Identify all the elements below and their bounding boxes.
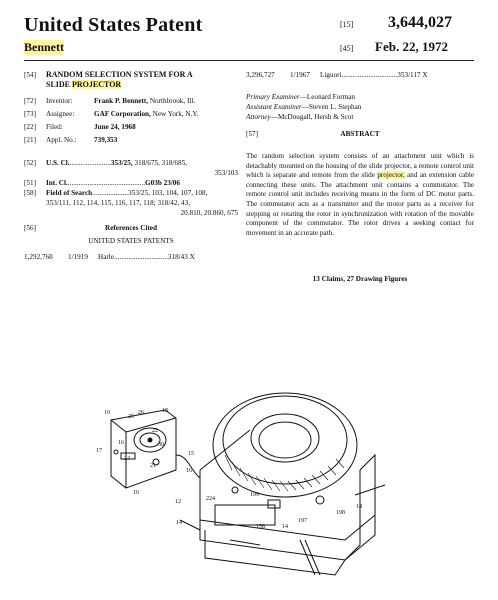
fig-label-6: 22 <box>152 428 158 434</box>
primary-examiner-label: Primary Examiner <box>246 93 300 101</box>
search-code: [58] <box>24 189 36 197</box>
ref2-number: 3,296,727 <box>246 71 275 79</box>
figure-labels <box>96 408 362 530</box>
patent-date: Feb. 22, 1972 <box>375 39 448 54</box>
assistant-examiner-label: Assistant Examiner <box>246 103 302 111</box>
assignee-value-bold: GAF Corporation, <box>94 110 151 118</box>
assignee-label: Assignee: <box>46 110 75 118</box>
ref2-date: 1/1967 <box>290 71 310 79</box>
appl-code: [21] <box>24 136 36 144</box>
fig-label-12: 16 <box>186 468 192 474</box>
refs-title: References Cited <box>105 224 157 232</box>
filed-label: Filed: <box>46 123 63 131</box>
assistant-examiner-value: —Steven L. Stephan <box>301 103 362 111</box>
fig-label-16: 199 <box>250 492 259 498</box>
ref2-name: Liguori <box>320 71 342 79</box>
uscl-value-bold: 353/25, <box>110 159 133 167</box>
uscl-label: U.S. Cl. <box>46 159 70 167</box>
assignee-code: [73] <box>24 110 36 118</box>
fig-label-17: 198 <box>336 510 345 516</box>
abstract-part1: The random selection system consists of an attachment unit which is detachably mounted on the housing of the slide projector, a remote control unit which is separate and remote from the slide <box>246 152 474 180</box>
appl-value: 739,353 <box>94 136 118 144</box>
inventor-surname: Bennett <box>24 40 64 54</box>
abstract-code: [57] <box>246 130 258 138</box>
abstract-title: ABSTRACT <box>340 130 380 138</box>
fig-label-1: 10 <box>104 410 110 416</box>
abstract-part2: and an extension cable connecting these units. The attachment unit contains a commutator. The remote control unit includes receiving means in the form of DC motor parts. The commutator acts as a transmitter and the motor parts as a receiver for stepping or rotating the rotor in synchronization with rotation of the movable component of the commutator. The rotor drives a seeking contact for movement in an accurate path. <box>246 171 475 237</box>
abstract-highlight: projector, <box>377 171 405 180</box>
fig-label-9: 30 <box>158 442 164 448</box>
attorney-label: Attorney <box>246 113 271 121</box>
fig-label-2: 25 <box>128 414 134 420</box>
title-code: [54] <box>24 71 36 79</box>
ref1-class: 318/43 X <box>167 253 195 261</box>
filed-value: June 24, 1968 <box>94 123 136 131</box>
fig-label-22: 14 <box>176 520 182 526</box>
ref2-dots: ............................... <box>341 71 398 79</box>
refs-code: [56] <box>24 224 36 232</box>
ref1-name: Harle <box>98 253 114 261</box>
uscl-code: [52] <box>24 159 36 167</box>
attorney-value: —McDougall, Hersh & Scot <box>270 113 354 121</box>
claims-line: 13 Claims, 27 Drawing Figures <box>312 275 408 283</box>
fig-label-5: 16 <box>118 440 124 446</box>
remote-control-unit <box>111 410 200 488</box>
search-label: Field of Search <box>46 189 93 197</box>
code-45: [45] <box>340 44 354 53</box>
search-line3: 20.810, 20.860, 675 <box>180 209 238 217</box>
intcl-dots: ........................................... <box>67 179 146 187</box>
search-line2: 353/111, 112, 114, 115, 116, 117, 118; 318/42, 43, <box>46 199 191 207</box>
inventor-value-rest: Northbrook, Ill. <box>148 97 196 105</box>
ref1-date: 1/1919 <box>68 253 88 261</box>
appl-label: Appl. No.: <box>46 136 77 144</box>
fig-label-8: 21 <box>150 463 156 469</box>
intcl-label: Int. Cl. <box>46 179 68 187</box>
patent-number: 3,644,027 <box>388 14 452 31</box>
fig-label-13: 16 <box>133 490 139 496</box>
fig-label-10: 17 <box>96 448 102 454</box>
primary-examiner-value: —Leonard Forman <box>299 93 355 101</box>
fig-label-3: 26 <box>138 410 144 416</box>
fig-label-18: 197 <box>298 518 307 524</box>
fig-label-21: 158 <box>256 524 265 530</box>
title-line2-a: SLIDE <box>46 80 73 89</box>
intcl-code: [51] <box>24 179 36 187</box>
fig-label-7: 24 <box>124 456 130 462</box>
ref2-class: 353/117 X <box>397 71 428 79</box>
fig-label-20: 14 <box>282 524 288 530</box>
ref1-number: 1,292,768 <box>24 253 53 261</box>
document-title: United States Patent <box>24 14 203 36</box>
uscl-value-rest: 318/675, 318/685, <box>132 159 187 167</box>
ref1-dots: .............................. <box>113 253 168 261</box>
assignee-value-rest: New York, N.Y. <box>150 110 199 118</box>
inventor-value-bold: Frank P. Bennett, <box>94 97 149 105</box>
filed-code: [22] <box>24 123 36 131</box>
fig-label-19: 14 <box>356 504 362 510</box>
fig-label-14: 12 <box>175 499 181 505</box>
fig-label-15: 224 <box>206 496 215 502</box>
fig-label-11: 15 <box>188 451 194 457</box>
uscl-dots: ....................... <box>69 159 111 167</box>
fig-label-4: 18 <box>162 408 168 414</box>
refs-subtitle: UNITED STATES PATENTS <box>88 237 174 245</box>
uscl-line2: 353/103 <box>214 169 238 177</box>
code-15: [15] <box>340 20 354 29</box>
inventor-code: [72] <box>24 97 36 105</box>
inventor-label: Inventor: <box>46 97 73 105</box>
title-line1: RANDOM SELECTION SYSTEM FOR A <box>46 70 193 79</box>
search-line1: ....................353/25, 103, 104, 107, 108, <box>92 189 208 197</box>
slide-projector <box>180 393 385 575</box>
intcl-value: G03b 23/06 <box>145 179 180 187</box>
title-line2-highlight: PROJECTOR <box>72 80 122 89</box>
